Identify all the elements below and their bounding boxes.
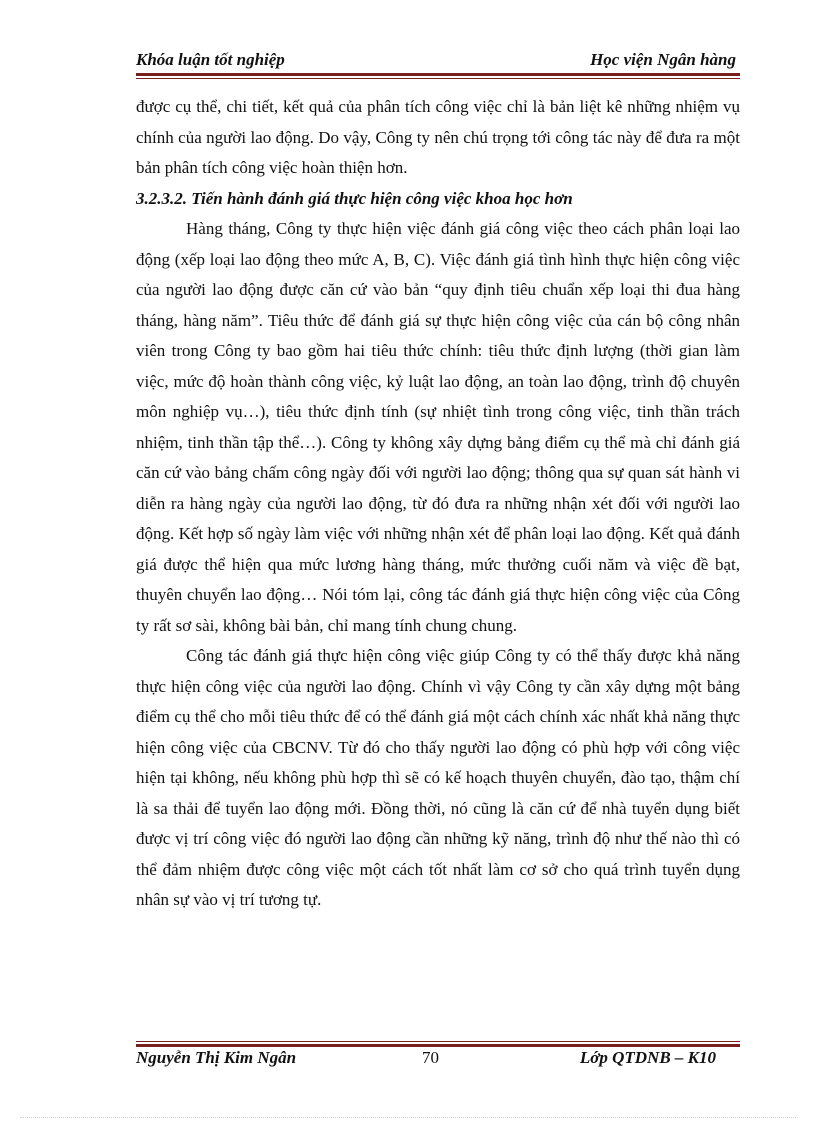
paragraph-continuation: được cụ thể, chi tiết, kết quả của phân tích công việc chỉ là bản liệt kê những nhiệm vụ chính của người lao động. Do vậy, Công ty nên chú trọng tới công tác này để đưa ra một bản phân tích công việc hoàn thiện hơn. [136, 97, 740, 177]
paragraph-evaluation-current: Hàng tháng, Công ty thực hiện việc đánh giá công việc theo cách phân loại lao động (xếp loại lao động theo mức A, B, C). Việc đánh giá tình hình thực hiện công việc của người lao động được căn cứ vào bản “quy định tiêu chuẩn xếp loại thi đua hàng tháng, hàng năm”. Tiêu thức để đánh giá sự thực hiện công việc của cán bộ công nhân viên trong Công ty bao gồm hai tiêu thức chính: tiêu thức định lượng (thời gian làm việc, mức độ hoàn thành công việc, kỷ luật lao động, an toàn lao động, trình độ chuyên môn nghiệp vụ…), tiêu thức định tính (sự nhiệt tình trong công việc, tinh thần trách nhiệm, tinh thần tập thể…). Công ty không xây dựng bảng điểm cụ thể mà chỉ đánh giá căn cứ vào bảng chấm công ngày đối với người lao động; thông qua sự quan sát hành vi diễn ra hàng ngày của người lao động, từ đó đưa ra những nhận xét đối với người lao động. Kết hợp số ngày làm việc với những nhận xét để phân loại lao động. Kết quả đánh giá được thể hiện qua mức lương hàng tháng, mức thưởng cuối năm và việc đề bạt, thuyên chuyển lao động… Nói tóm lại, công tác đánh giá thực hiện công việc của Công ty rất sơ sài, không bài bản, chỉ mang tính chung chung. [136, 219, 740, 635]
footer-rule-thin [136, 1041, 740, 1042]
section-heading: 3.2.3.2. Tiến hành đánh giá thực hiện công việc khoa học hơn [136, 188, 573, 208]
footer-author: Nguyễn Thị Kim Ngân [136, 1048, 297, 1067]
header-rule-thin [136, 78, 740, 79]
footer-rule-thick [136, 1044, 740, 1047]
page-body [136, 92, 740, 916]
header-thesis-title: Khóa luận tốt nghiệp [136, 50, 285, 69]
page-edge-dotted-line [20, 1117, 796, 1118]
header-institution: Học viện Ngân hàng [590, 50, 736, 69]
page-header [136, 50, 736, 72]
page-footer [136, 1048, 736, 1072]
paragraph-evaluation-proposal: Công tác đánh giá thực hiện công việc giúp Công ty có thể thấy được khả năng thực hiện công việc của người lao động. Chính vì vậy Công ty cần xây dựng một bảng điểm cụ thể cho mỗi tiêu thức để có thể đánh giá một cách chính xác nhất khả năng thực hiện công việc của CBCNV. Từ đó cho thấy người lao động có phù hợp với công việc hiện tại không, nếu không phù hợp thì sẽ có kế hoạch thuyên chuyển, đào tạo, thậm chí là sa thải để tuyển lao động mới. Đồng thời, nó cũng là căn cứ để nhà tuyển dụng biết được vị trí công việc đó người lao động cần những kỹ năng, trình độ như thế nào thì có thể đảm nhiệm được công việc một cách tốt nhất làm cơ sở cho quá trình tuyển dụng nhân sự vào vị trí tương tự. [136, 646, 740, 909]
footer-class: Lớp QTDNB – K10 [579, 1048, 716, 1067]
header-rule-thick [136, 73, 740, 76]
page-number: 70 [422, 1048, 439, 1067]
